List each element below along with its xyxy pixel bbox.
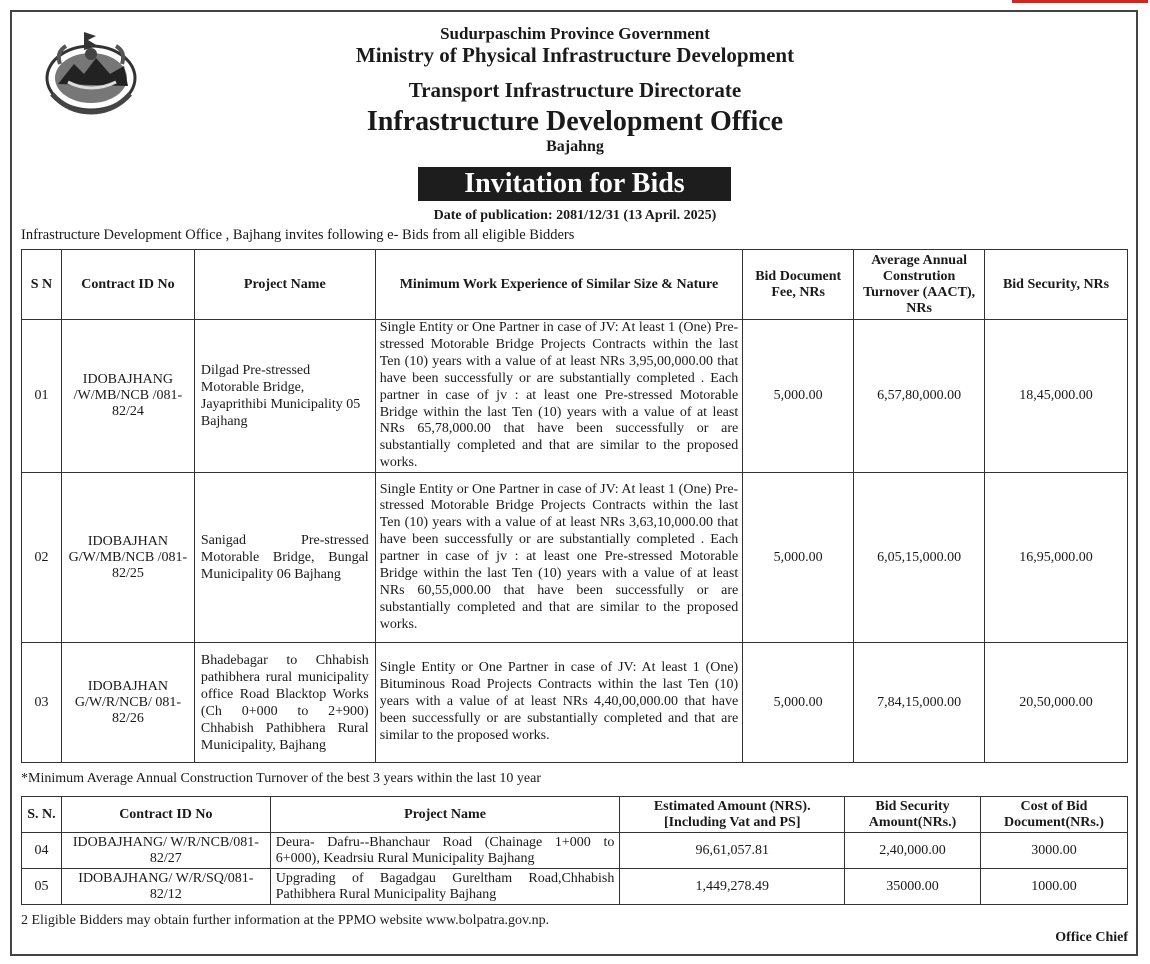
ministry-title: Ministry of Physical Infrastructure Development xyxy=(355,43,795,67)
row-project: Dilgad Pre-stressed Motorable Bridge, Jayaprithibi Municipality 05 Bajhang xyxy=(194,320,375,473)
row-security: 2,40,000.00 xyxy=(845,833,981,869)
header-estimate: Estimated Amount (NRS). [Including Vat and PS] xyxy=(620,797,845,833)
row-fee: 5,000.00 xyxy=(743,643,854,763)
row-contract: IDOBAJHANG /W/MB/NCB /081-82/24 xyxy=(61,320,194,473)
header-security: Bid Security, NRs xyxy=(985,250,1128,320)
row-aact: 7,84,15,000.00 xyxy=(854,643,985,763)
ppmo-note: 2 Eligible Bidders may obtain further information at the PPMO website www.bolpatra.gov.np. xyxy=(21,913,550,928)
office-location: Bajahng xyxy=(546,138,604,155)
row-project: Upgrading of Bagadgau Gureltham Road,Chhabish Pathibhera Rural Municipality Bajhang xyxy=(270,869,620,905)
header-security: Bid Security Amount(NRs.) xyxy=(845,797,981,833)
header-project: Project Name xyxy=(270,797,620,833)
row-experience: Single Entity or One Partner in case of JV: At least 1 (One) Bituminous Road Projects Contracts within the last Ten (10) years with a value of at least NRs 4,40,00,000.00 that have been successfully or are substantially completed and that are similar to the proposed works. xyxy=(375,643,743,763)
header-contract: Contract ID No xyxy=(61,797,270,833)
header-aact: Average Annual Constrution Turnover (AACT), NRs xyxy=(854,250,985,320)
invitation-banner: Invitation for Bids xyxy=(418,167,731,201)
row-security: 20,50,000.00 xyxy=(985,643,1128,763)
row-experience: Single Entity or One Partner in case of JV: At least 1 (One) Pre-stressed Motorable Bridge Projects Contracts within the last Ten (10) years with a value of at least NRs 3,63,10,000.00 that have been successfully or are substantially completed . Each partner in case of jv : at least one Pre-stressed Motorable Bridge within the last Ten (10) years with a value of at least NRs 60,55,000.00 that have been successfully or are substantially completed and that are similar to the proposed works. xyxy=(375,473,743,643)
row-sn: 04 xyxy=(22,833,62,869)
header-project: Project Name xyxy=(194,250,375,320)
row-sn: 03 xyxy=(22,643,62,763)
row-contract: IDOBAJHAN G/W/MB/NCB /081-82/25 xyxy=(61,473,194,643)
table-header-row xyxy=(22,250,1128,320)
table-row xyxy=(22,473,1128,643)
row-contract: IDOBAJHAN G/W/R/NCB/ 081-82/26 xyxy=(61,643,194,763)
bids-table-secondary xyxy=(21,796,1128,905)
header-cost: Cost of Bid Document(NRs.) xyxy=(981,797,1128,833)
row-security: 35000.00 xyxy=(845,869,981,905)
directorate-title: Transport Infrastructure Directorate xyxy=(408,78,742,102)
intro-text: Infrastructure Development Office , Bajhang invites following e- Bids from all eligible Bidders xyxy=(21,227,575,243)
row-sn: 01 xyxy=(22,320,62,473)
top-red-strip xyxy=(1012,0,1148,3)
office-title: Infrastructure Development Office xyxy=(366,106,784,137)
row-experience: Single Entity or One Partner in case of JV: At least 1 (One) Pre-stressed Motorable Bridge Projects Contracts within the last Ten (10) years with a value of at least NRs 3,95,00,000.00 that have been successfully or are substantially completed . Each partner in case of jv : at least one Pre-stressed Motorable Bridge within the last Ten (10) years with a value of at least NRs 65,78,000.00 that have been successfully or are substantially completed and that are similar to the proposed works. xyxy=(375,320,743,473)
row-project: Deura- Dafru--Bhanchaur Road (Chainage 1+000 to 6+000), Keadrsiu Rural Municipality Bajhang xyxy=(270,833,620,869)
row-project: Sanigad Pre-stressed Motorable Bridge, Bungal Municipality 06 Bajhang xyxy=(194,473,375,643)
row-security: 18,45,000.00 xyxy=(985,320,1128,473)
aact-footnote: *Minimum Average Annual Construction Turnover of the best 3 years within the last 10 year xyxy=(21,771,541,786)
row-contract: IDOBAJHANG/ W/R/NCB/081-82/27 xyxy=(61,833,270,869)
row-security: 16,95,000.00 xyxy=(985,473,1128,643)
header-sn: S N xyxy=(22,250,62,320)
row-cost: 1000.00 xyxy=(981,869,1128,905)
row-sn: 05 xyxy=(22,869,62,905)
row-estimate: 1,449,278.49 xyxy=(620,869,845,905)
row-aact: 6,05,15,000.00 xyxy=(854,473,985,643)
table-header-row xyxy=(22,797,1128,833)
row-fee: 5,000.00 xyxy=(743,320,854,473)
province-title: Sudurpaschim Province Government xyxy=(440,24,710,43)
table-row xyxy=(22,869,1128,905)
header-experience: Minimum Work Experience of Similar Size & Nature xyxy=(375,250,743,320)
header-fee: Bid Document Fee, NRs xyxy=(743,250,854,320)
header-sn: S. N. xyxy=(22,797,62,833)
table-row xyxy=(22,320,1128,473)
row-estimate: 96,61,057.81 xyxy=(620,833,845,869)
row-sn: 02 xyxy=(22,473,62,643)
row-cost: 3000.00 xyxy=(981,833,1128,869)
header-contract: Contract ID No xyxy=(61,250,194,320)
table-row xyxy=(22,643,1128,763)
table-row xyxy=(22,833,1128,869)
row-fee: 5,000.00 xyxy=(743,473,854,643)
bids-table-main xyxy=(21,249,1128,763)
row-contract: IDOBAJHANG/ W/R/SQ/081-82/12 xyxy=(61,869,270,905)
row-project: Bhadebagar to Chhabish pathibhera rural municipality office Road Blacktop Works (Ch 0+000 to 2+900) Chhabish Pathibhera Rural Municipality, Bajhang xyxy=(194,643,375,763)
signature: Office Chief xyxy=(1055,930,1128,945)
publication-date: Date of publication: 2081/12/31 (13 April. 2025) xyxy=(433,208,717,223)
row-aact: 6,57,80,000.00 xyxy=(854,320,985,473)
